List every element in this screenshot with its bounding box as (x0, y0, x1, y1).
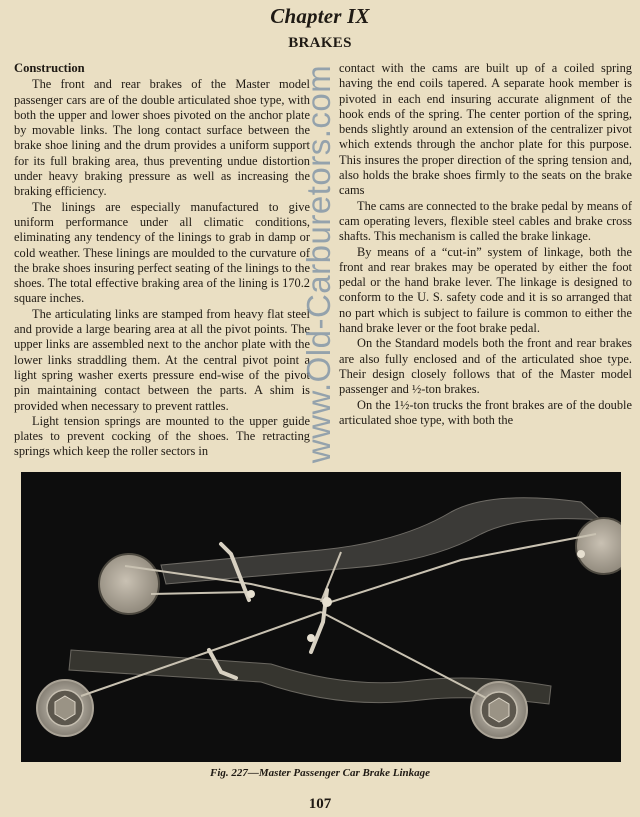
rear-brake-assembly (37, 680, 93, 736)
page-number: 107 (308, 796, 332, 812)
right-column (339, 61, 632, 428)
left-column (14, 61, 310, 460)
section-title: BRAKES (288, 35, 352, 51)
paragraph: By means of a “cut-in” system of linkage, both the front and rear brakes may be operated by either the foot pedal or the hand brake lever. The linkage is designed to conform to the U. S. safety code and it is so arranged that no part which is subject to failure is common to either the hand brake lever or the foot brake pedal. (339, 244, 632, 336)
front-brake-drum (576, 518, 621, 574)
front-brake-drum (99, 554, 159, 614)
paragraph: The linings are especially manufactured to give uniform performance under all climatic conditions, eliminating any tendency of the linings to grab in damp or cold weather. These linings are moulded to the curvature of the brake shoes insuring perfect seating of the linings to the shoes. The total effective braking area of the lining is 170.2 square inches. (14, 199, 310, 306)
paragraph: On the 1½-ton trucks the front brakes are of the double articulated shoe type, with both the (339, 397, 632, 427)
chapter-heading: Chapter IX (270, 4, 370, 28)
paragraph: The articulating links are stamped from heavy flat steel and provide a large bearing area at all the pivot points. The upper links are assembled next to the anchor plate with the lower links straddling them. At the central pivot point a light spring washer exerts pressure end-wise of the pivot pin maintaining contact between the parts. A shim is provided when necessary to prevent rattles. (14, 306, 310, 413)
paragraph: Light tension springs are mounted to the upper guide plates to prevent cocking of the shoes. The retracting springs which keep the roller sectors in (14, 413, 310, 459)
brake-linkage-illustration (21, 472, 621, 762)
paragraph: The front and rear brakes of the Master model passenger cars are of the double articulated shoe type, with both the upper and lower shoes pivoted on the anchor plate by movable links. The long contact surface between the brake shoe lining and the drum provides a uniform support for its full braking area, thus preventing undue distortion under heavy braking pressure as well as increasing the braking efficiency. (14, 77, 310, 199)
paragraph: On the Standard models both the front and rear brakes are also fully enclosed and of the articulated shoe type. Their design closely follows that of the Master model passenger and ½-ton brakes. (339, 336, 632, 397)
paragraph: The cams are connected to the brake pedal by means of cam operating levers, flexible steel cables and brake cross shafts. This mechanism is called the brake linkage. (339, 198, 632, 244)
watermark-text: www.Old-Carburetors.com (300, 64, 337, 464)
rear-brake-assembly (471, 682, 527, 738)
figure-caption: Fig. 227—Master Passenger Car Brake Linkage (209, 767, 430, 779)
watermark (300, 60, 338, 468)
paragraph: contact with the cams are built up of a coiled spring having the end coils tapered. A separate hook member is pivoted in each end insuring accurate alignment of the hook ends of the spring. The center portion of the spring, bends slightly around an extension of the centralizer pivot which extends through the anchor plate for this purpose. This insures the proper direction of the spring tension and, also holds the brake shoes firmly to the seats on the brake cams (339, 61, 632, 198)
subheading: Construction (14, 61, 85, 75)
brake-linkage-figure (21, 472, 621, 762)
